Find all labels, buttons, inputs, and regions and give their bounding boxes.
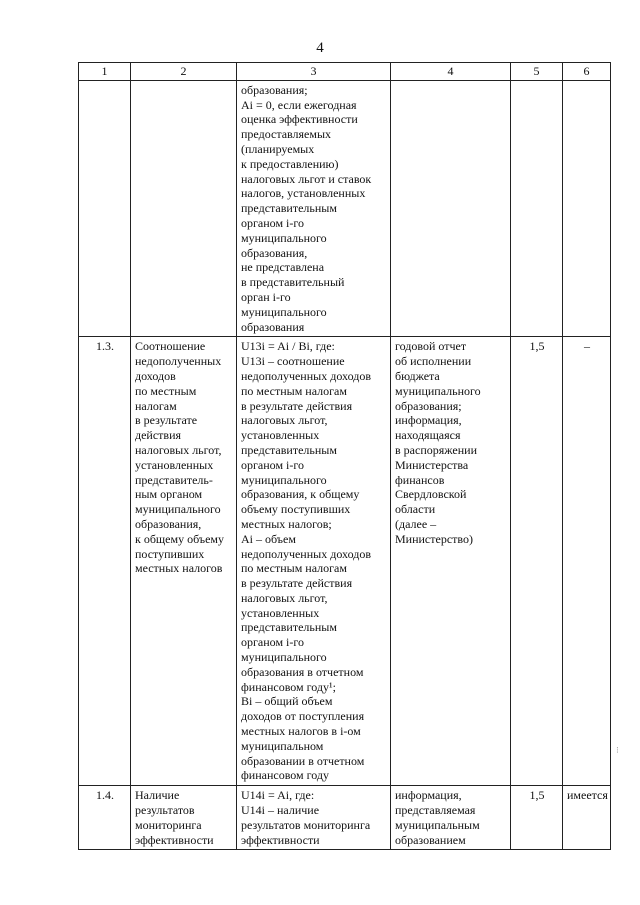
cell-text-line: местных налогов в i-ом: [241, 724, 361, 739]
cell-text-line: объему поступивших: [241, 502, 351, 517]
indicator-name: [131, 786, 237, 850]
table-header-row: [79, 63, 611, 81]
cell-text-line: поступивших: [135, 546, 205, 561]
cell-text-line: орган i-го: [241, 289, 291, 304]
cell-text-line: не представлена: [241, 260, 325, 275]
header-col-1: 1: [79, 63, 131, 81]
cell-text-line: муниципального: [241, 650, 327, 665]
cell-text-line: налоговых льгот,: [241, 590, 328, 605]
target-value: [563, 80, 611, 337]
cell-text-line: недополученных доходов: [241, 546, 371, 561]
cell-text-line: находящаяся: [395, 428, 461, 443]
cell-text-line: предоставляемых: [241, 127, 332, 142]
cell-text-line: представительным: [241, 201, 337, 216]
row-number: [79, 80, 131, 337]
cell-text-line: (планируемых: [241, 141, 315, 156]
page-number: 4: [316, 40, 324, 56]
cell-text-line: эффективности: [135, 832, 214, 847]
cell-text-line: образования;: [395, 398, 462, 413]
cell-text-line: финансов: [395, 472, 445, 487]
cell-text-line: доходов: [135, 368, 176, 383]
cell-text-line: в результате действия: [241, 398, 353, 413]
cell-text-line: информация,: [395, 413, 462, 428]
cell-text-line: налоговых льгот и ставок: [241, 171, 372, 186]
cell-text-line: образованием: [395, 832, 466, 847]
cell-text-line: представитель-: [135, 472, 213, 487]
cell-text-line: финансовом году¹;: [241, 679, 336, 694]
cell-text-line: муниципальным: [395, 817, 480, 832]
cell-text-line: муниципальном: [241, 738, 324, 753]
cell-text-line: недополученных: [135, 354, 222, 369]
cell-text-line: Наличие: [135, 788, 180, 803]
cell-text-line: по местным налогам: [241, 383, 347, 398]
cell-text-line: Ai – объем: [241, 531, 296, 546]
cell-text-line: Соотношение: [135, 339, 206, 354]
cell-text-line: бюджета: [395, 368, 440, 383]
header-col-2: 2: [131, 63, 237, 81]
table-row: [79, 80, 611, 337]
cell-text-line: образовании в отчетном: [241, 753, 365, 768]
cell-text-line: органом i-го: [241, 635, 304, 650]
cell-text-line: органом i-го: [241, 215, 304, 230]
cell-text-line: местных налогов;: [241, 516, 332, 531]
cell-text-line: об исполнении: [395, 354, 472, 369]
calculation-formula: [237, 786, 391, 850]
cell-text-line: Министерства: [395, 457, 469, 472]
cell-text-line: эффективности: [241, 832, 320, 847]
cell-text-line: Ai = 0, если ежегодная: [241, 97, 357, 112]
cell-text-line: налоговых льгот,: [135, 442, 222, 457]
cell-text-line: U13i – соотношение: [241, 354, 345, 369]
cell-text-line: Свердловской: [395, 487, 467, 502]
calculation-formula: [237, 80, 391, 337]
table-row: [79, 786, 611, 850]
cell-text-line: представительным: [241, 620, 337, 635]
weight-value: 1,5: [511, 786, 563, 850]
indicator-name: [131, 80, 237, 337]
cell-text-line: к предоставлению): [241, 156, 339, 171]
cell-text-line: органом i-го: [241, 457, 304, 472]
cell-text-line: муниципального: [135, 502, 221, 517]
cell-text-line: в распоряжении: [395, 442, 477, 457]
cell-text-line: образования,: [241, 245, 308, 260]
cell-text-line: недополученных доходов: [241, 368, 371, 383]
header-col-4: 4: [391, 63, 511, 81]
cell-text-line: по местным налогам: [241, 561, 347, 576]
cell-text-line: действия: [135, 428, 182, 443]
cell-text-line: установленных: [135, 457, 214, 472]
cell-text-line: образования в отчетном: [241, 664, 364, 679]
header-col-5: 5: [511, 63, 563, 81]
weight-value: 1,5: [511, 337, 563, 786]
cell-text-line: (далее –: [395, 516, 437, 531]
cell-text-line: в представительный: [241, 275, 345, 290]
target-value: –: [563, 337, 611, 786]
cell-text-line: образования,: [135, 516, 202, 531]
data-source: [391, 337, 511, 786]
cell-text-line: результатов мониторинга: [241, 817, 371, 832]
cell-text-line: к общему объему: [135, 531, 225, 546]
cell-text-line: U13i = Ai / Bi, где:: [241, 339, 335, 354]
cell-text-line: информация,: [395, 788, 462, 803]
cell-text-line: образования;: [241, 82, 308, 97]
cell-text-line: муниципального: [241, 472, 327, 487]
weight-value: [511, 80, 563, 337]
row-number: 1.3.: [79, 337, 131, 786]
cell-text-line: муниципального: [395, 383, 481, 398]
target-value: имеется: [563, 786, 611, 850]
cell-text-line: образования: [241, 319, 305, 334]
cell-text-line: Министерство): [395, 531, 473, 546]
cell-text-line: доходов от поступления: [241, 709, 365, 724]
calculation-formula: [237, 337, 391, 786]
cell-text-line: оценка эффективности: [241, 112, 358, 127]
cell-text-line: U14i – наличие: [241, 803, 320, 818]
cell-text-line: годовой отчет: [395, 339, 467, 354]
header-col-6: 6: [563, 63, 611, 81]
data-source: [391, 80, 511, 337]
cell-text-line: Bi – общий объем: [241, 694, 333, 709]
cell-text-line: образования, к общему: [241, 487, 360, 502]
cell-text-line: установленных: [241, 428, 320, 443]
cell-text-line: представительным: [241, 442, 337, 457]
table-row: [79, 337, 611, 786]
cell-text-line: по местным: [135, 383, 197, 398]
header-col-3: 3: [237, 63, 391, 81]
cell-text-line: U14i = Ai, где:: [241, 788, 315, 803]
scan-speck: ⁝: [616, 745, 619, 755]
cell-text-line: представляемая: [395, 803, 476, 818]
cell-text-line: местных налогов: [135, 561, 223, 576]
row-number: 1.4.: [79, 786, 131, 850]
cell-text-line: в результате: [135, 413, 198, 428]
cell-text-line: в результате действия: [241, 576, 353, 591]
cell-text-line: финансовом году: [241, 768, 330, 783]
cell-text-line: результатов: [135, 803, 195, 818]
indicator-name: [131, 337, 237, 786]
data-source: [391, 786, 511, 850]
cell-text-line: установленных: [241, 605, 320, 620]
cell-text-line: ным органом: [135, 487, 203, 502]
cell-text-line: мониторинга: [135, 817, 202, 832]
cell-text-line: муниципального: [241, 304, 327, 319]
cell-text-line: области: [395, 502, 436, 517]
cell-text-line: налоговых льгот,: [241, 413, 328, 428]
cell-text-line: налогов, установленных: [241, 186, 366, 201]
cell-text-line: муниципального: [241, 230, 327, 245]
indicators-table: [78, 62, 611, 850]
cell-text-line: налогам: [135, 398, 177, 413]
